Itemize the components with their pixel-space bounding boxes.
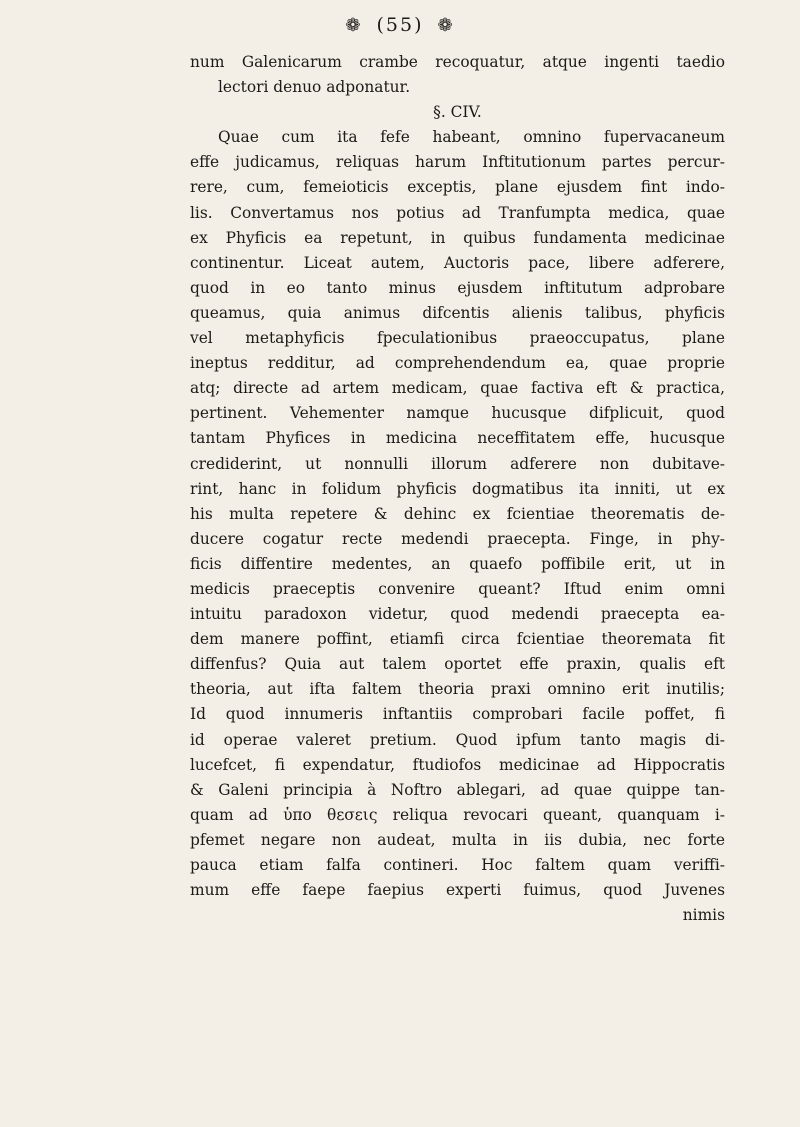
text-line: intuitu paradoxon videtur, quod medendi praecepta ea- (190, 605, 725, 624)
text-line: ex Phyficis ea repetunt, in quibus fundamenta medicinae (190, 228, 725, 247)
text-line: atq; directe ad artem medicam, quae factiva eft & practica, (190, 379, 725, 398)
text-line: mum effe faepe faepius experti fuimus, quod Juvenes (190, 881, 725, 900)
text-line: & Galeni principia à Noftro ablegari, ad quae quippe tan- (190, 780, 725, 799)
text-line: quod in eo tanto minus ejusdem inftitutum adprobare (190, 278, 725, 297)
text-line: tantam Phyfices in medicina neceffitatem effe, hucusque (190, 429, 725, 448)
text-line: medicis praeceptis convenire queant? Iftud enim omni (190, 579, 725, 598)
text-line: Quae cum ita fefe habeant, omnino fupervacaneum (218, 128, 725, 147)
text-line: lectori denuo adponatur. (218, 78, 411, 97)
text-line: rint, hanc in folidum phyficis dogmatibus ita inniti, ut ex (190, 479, 725, 498)
text-line: lucefcet, fi expendatur, ftudiofos medicinae ad Hippocratis (190, 755, 725, 774)
text-line: quam ad ὑπο θεσεις reliqua revocari queant, quanquam i- (190, 805, 725, 824)
left-ornament-icon: ❁ (345, 15, 363, 36)
text-line: ducere cogatur recte medendi praecepta. Finge, in phy- (190, 529, 725, 548)
text-line: pauca etiam falfa contineri. Hoc faltem quam veriffi- (190, 856, 725, 874)
text-line: effe judicamus, reliquas harum Inftitutionum partes percur- (190, 153, 725, 172)
text-line: his multa repetere & dehinc ex fcientiae theorematis de- (190, 504, 725, 523)
right-ornament-icon: ❁ (437, 15, 455, 36)
body-text (190, 50, 725, 928)
text-line: theoria, aut ifta faltem theoria praxi omnino erit inutilis; (190, 680, 725, 699)
text-line: Id quod innumeris inftantiis comprobari facile poffet, fi (190, 705, 725, 724)
text-line: continentur. Liceat autem, Auctoris pace, libere adferere, (190, 253, 725, 272)
text-line: diffenfus? Quia aut talem oportet effe praxin, qualis eft (190, 655, 725, 674)
text-line: queamus, quia animus difcentis alienis talibus, phyficis (190, 303, 725, 322)
text-line: num Galenicarum crambe recoquatur, atque ingenti taedio (190, 53, 725, 71)
text-line: ineptus redditur, ad comprehendendum ea, quae proprie (190, 354, 725, 373)
text-line: dem manere poffint, etiamfi circa fcientiae theoremata fit (190, 630, 725, 649)
text-line: pfemet negare non audeat, multa in iis dubia, nec forte (190, 830, 725, 849)
text-line: vel metaphyficis fpeculationibus praeoccupatus, plane (190, 329, 725, 348)
text-line: lis. Convertamus nos potius ad Tranfumpta medica, quae (190, 203, 725, 222)
text-line: rere, cum, femeioticis exceptis, plane ejusdem fint indo- (190, 178, 725, 197)
text-line: id operae valeret pretium. Quod ipfum tanto magis di- (190, 730, 725, 749)
page-number: (55) (376, 14, 424, 36)
section-heading: §. CIV. (433, 103, 482, 122)
text-line: crediderint, ut nonnulli illorum adferere non dubitave- (190, 454, 725, 473)
page-header (0, 14, 800, 36)
catchword: nimis (682, 906, 725, 925)
text-line: pertinent. Vehementer namque hucusque difplicuit, quod (190, 404, 725, 423)
text-line: ficis diffentire medentes, an quaefo poffibile erit, ut in (190, 554, 725, 573)
